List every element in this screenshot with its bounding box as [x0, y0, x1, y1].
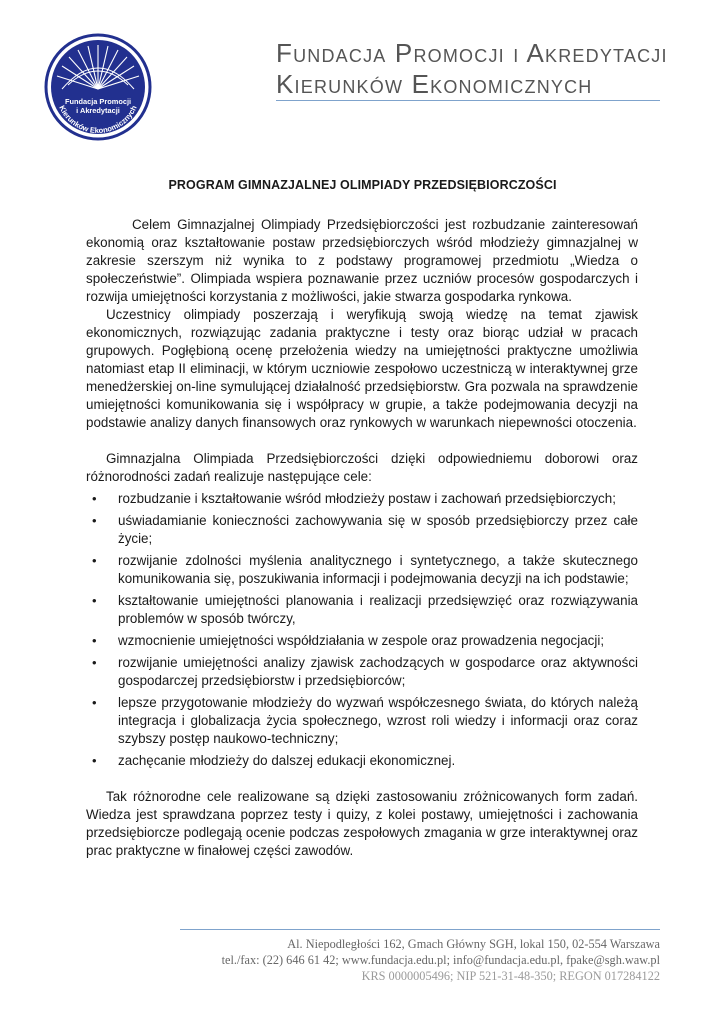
organization-name-line2: Kierunków Ekonomicznych	[276, 69, 593, 99]
goal-item	[92, 654, 638, 690]
bullet-icon: •	[92, 695, 97, 710]
bullet-icon: •	[92, 491, 97, 506]
organization-name	[276, 38, 676, 100]
footer-phone-web-email: tel./fax: (22) 646 61 42; www.fundacja.edu.pl; info@fundacja.edu.pl, fpake@sgh.waw.pl	[221, 953, 660, 967]
paragraph-participants: Uczestnicy olimpiady poszerzają i weryfikują swoją wiedzę na temat zjawisk ekonomicznych, rozwiązując zadania praktyczne i testy oraz biorąc udział w pracach grupowych. Pogłębioną ocenę przełożenia wiedzy na umiejętności praktyczne umożliwia natomiast etap II eliminacji, w którym uczniowie zespołowo uczestniczą w interaktywnej grze menedżerskiej on-line symulującej działalność przedsiębiorstw. Gra pozwala na sprawdzenie umiejętności komunikowania się i współpracy w grupie, a także podejmowania decyzji na podstawie analizy danych finansowych oraz rynkowych w warunkach niepewności otoczenia.	[86, 307, 638, 430]
goal-text: uświadamianie konieczności zachowywania się w sposób przedsiębiorczy przez całe życie;	[118, 513, 638, 546]
svg-text:Kierunków Ekonomicznych: Kierunków Ekonomicznych	[57, 103, 139, 136]
footer-divider	[180, 929, 660, 930]
goal-text: rozbudzanie i kształtowanie wśród młodzieży postaw i zachowań przedsiębiorczych;	[118, 491, 616, 506]
goal-text: zachęcanie młodzieży do dalszej edukacji ekonomicznej.	[118, 753, 456, 768]
paragraph-task-forms: Tak różnorodne cele realizowane są dzięki zastosowaniu zróżnicowanych form zadań. Wiedza jest sprawdzana poprzez testy i quizy, z kolei postawy, umiejętności i zachowania przedsiębiorcze podlegają ocenie podczas zespołowych zmagania w grze interaktywnej oraz prac praktyczne w finałowej części zawodów.	[86, 789, 638, 858]
goal-item	[92, 490, 638, 508]
goal-text: wzmocnienie umiejętności współdziałania w zespole oraz prowadzenia negocjacji;	[118, 633, 605, 648]
goal-item	[92, 512, 638, 548]
bullet-icon: •	[92, 553, 97, 568]
footer-contact	[200, 936, 660, 984]
goal-text: lepsze przygotowanie młodzieży do wyzwań współczesnego świata, do których należą integracja i globalizacja życia społecznego, wzrost roli wiedzy i informacji oraz coraz szybszy postęp naukowo-techniczny;	[118, 695, 638, 746]
goal-item	[92, 552, 638, 588]
footer-address: Al. Niepodległości 162, Gmach Główny SGH, lokal 150, 02-554 Warszawa	[287, 937, 660, 951]
goal-text: kształtowanie umiejętności planowania i realizacji przedsięwzięć oraz rozwiązywania problemów w sposób twórczy,	[118, 593, 638, 626]
goal-item	[92, 592, 638, 628]
organization-name-line1: Fundacja Promocji i Akredytacji	[276, 38, 668, 68]
bullet-icon: •	[92, 513, 97, 528]
bullet-icon: •	[92, 753, 97, 768]
goal-text: rozwijanie zdolności myślenia analitycznego i syntetycznego, a także skutecznego komunikowania się, poszukiwania informacji i podejmowania decyzji na ich podstawie;	[118, 553, 638, 586]
goal-item	[92, 632, 638, 650]
paragraph-goals-intro: Gimnazjalna Olimpiada Przedsiębiorczości dzięki odpowiedniemu doborowi oraz różnorodności zadań realizuje następujące cele:	[86, 451, 638, 484]
bullet-icon: •	[92, 633, 97, 648]
document-title: PROGRAM GIMNAZJALNEJ OLIMPIADY PRZEDSIĘBIORCZOŚCI	[168, 178, 557, 192]
goal-item	[92, 694, 638, 748]
goals-list	[86, 490, 638, 770]
footer-registry-numbers: KRS 0000005496; NIP 521-31-48-350; REGON 017284122	[361, 969, 660, 983]
svg-text:i Akredytacji: i Akredytacji	[76, 106, 120, 115]
svg-text:Fundacja Promocji: Fundacja Promocji	[64, 97, 132, 106]
paragraph-intro: Celem Gimnazjalnej Olimpiady Przedsiębiorczości jest rozbudzanie zainteresowań ekonomią oraz kształtowanie postaw przedsiębiorczych wśród młodzieży gimnazjalnej w zakresie szerszym niż wynika to z podstawy programowej przedmiotu „Wiedza o społeczeństwie”. Olimpiada wspiera poznawanie przez uczniów procesów gospodarczych i rozwija umiejętności korzystania z możliwości, jakie stwarza gospodarka rynkowa.	[86, 217, 638, 304]
goal-text: rozwijanie umiejętności analizy zjawisk zachodzących w gospodarce oraz aktywności gospodarczej przedsiębiorstw i przedsiębiorców;	[118, 655, 638, 688]
header-divider	[276, 100, 660, 101]
foundation-logo	[44, 33, 152, 141]
document-body	[86, 216, 638, 860]
bullet-icon: •	[92, 593, 97, 608]
bullet-icon: •	[92, 655, 97, 670]
goal-item	[92, 752, 638, 770]
